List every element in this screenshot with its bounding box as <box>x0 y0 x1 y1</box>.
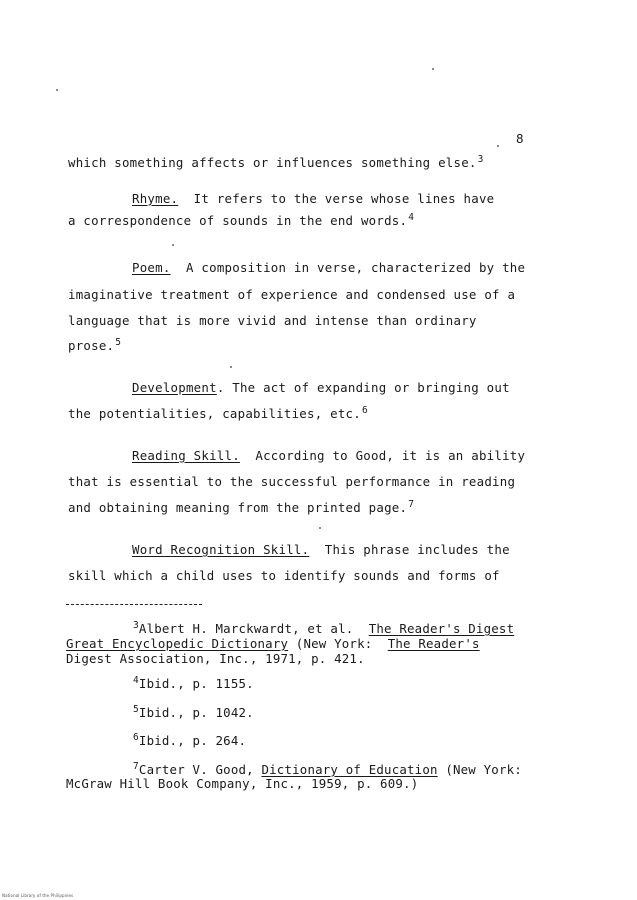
footnote-ref: 7 <box>408 499 415 510</box>
footnote-number: 5 <box>133 704 139 715</box>
footnote-number: 6 <box>133 732 139 743</box>
body-line: that is essential to the successful performance in reading <box>68 474 516 489</box>
scan-speck <box>230 366 232 368</box>
body-text: the potentialities, capabilities, etc. <box>68 406 361 421</box>
scan-speck <box>497 145 499 147</box>
footnote-number: 3 <box>133 620 139 631</box>
footnote-text: Ibid., p. 1042. <box>138 705 254 720</box>
footnote-ref: 6 <box>361 405 368 416</box>
definition-rhyme <box>132 191 494 206</box>
scan-speck <box>172 244 174 246</box>
archive-stamp: National Library of the Philippines <box>2 893 74 898</box>
footnote-text: Carter V. Good, <box>138 762 262 777</box>
body-text: which something affects or influences something else. <box>68 155 477 170</box>
footnote-title: The Reader's Digest <box>368 621 515 636</box>
body-line: imaginative treatment of experience and condensed use of a <box>68 287 516 302</box>
footnote-4 <box>132 676 254 691</box>
footnote-text: Ibid., p. 264. <box>138 733 247 748</box>
body-line <box>68 213 414 228</box>
term-poem: Poem. <box>132 260 171 275</box>
footnote-text: (New York: <box>288 636 388 651</box>
body-line: skill which a child uses to identify sounds and forms of <box>68 568 500 583</box>
definition-development <box>132 380 510 395</box>
term-development: Development <box>132 380 217 395</box>
footnote-number: 7 <box>133 761 139 772</box>
footnote-ref: 4 <box>408 212 415 223</box>
scan-speck <box>432 68 434 70</box>
footnote-6 <box>132 733 246 748</box>
term-rhyme: Rhyme. <box>132 191 179 206</box>
definition-poem <box>132 260 525 275</box>
body-line <box>68 338 121 353</box>
footnote-title: Great Encyclopedic Dictionary <box>66 636 289 651</box>
footnote-publisher: The Reader's <box>387 636 480 651</box>
body-text: A composition in verse, characterized by the <box>170 260 526 275</box>
footnote-ref: 3 <box>477 154 484 165</box>
body-text: This phrase includes the <box>309 542 510 557</box>
footnote-line: Digest Association, Inc., 1971, p. 421. <box>66 651 365 666</box>
body-text: a correspondence of sounds in the end words. <box>68 213 408 228</box>
footnote-number: 4 <box>133 675 139 686</box>
footnote-text: Albert H. Marckwardt, et al. <box>138 621 369 636</box>
footnote-7 <box>132 762 522 777</box>
footnote-text: (New York: <box>437 762 522 777</box>
body-line <box>68 500 414 515</box>
body-line <box>68 406 368 421</box>
term-word-recognition: Word Recognition Skill. <box>132 542 310 557</box>
footnote-5 <box>132 705 254 720</box>
footnote-ref: 5 <box>115 337 122 348</box>
scan-speck <box>319 527 321 529</box>
body-line <box>68 155 484 170</box>
body-text: It refers to the verse whose lines have <box>178 191 495 206</box>
body-text: and obtaining meaning from the printed page. <box>68 500 408 515</box>
definition-reading-skill <box>132 448 525 463</box>
body-text: prose. <box>68 338 115 353</box>
body-text: According to Good, it is an ability <box>239 448 526 463</box>
footnote-line: McGraw Hill Book Company, Inc., 1959, p. 609.) <box>66 776 419 791</box>
page-number: 8 <box>516 131 524 146</box>
definition-word-recognition <box>132 542 510 557</box>
footnote-3 <box>132 621 514 636</box>
term-reading-skill: Reading Skill. <box>132 448 240 463</box>
footnote-separator <box>66 604 202 605</box>
body-text: . The act of expanding or bringing out <box>216 380 510 395</box>
body-line: language that is more vivid and intense than ordinary <box>68 313 477 328</box>
footnote-title: Dictionary of Education <box>261 762 438 777</box>
scan-speck <box>56 89 58 91</box>
footnote-text: Ibid., p. 1155. <box>138 676 254 691</box>
footnote-line <box>66 636 480 651</box>
